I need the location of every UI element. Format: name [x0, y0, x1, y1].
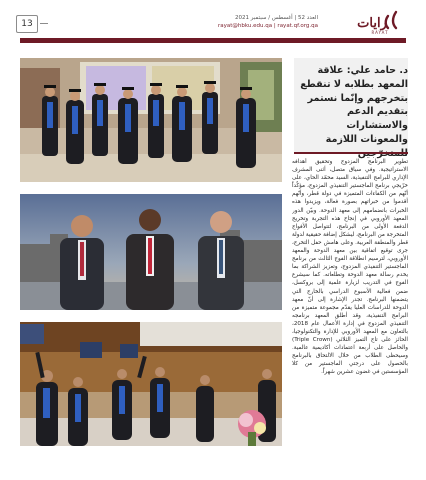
article-body-text: تطوير البرنامج المزدوج وتحقيق أهدافه الاستراتيجية. وفي سياق متصل، أثنى المشرف الإداري للبرامج التنفيذية، السيد محمّد الحاي، على خرّيجي برنامج الماجستير التنفيذي المزدوج، مؤكّداً أنّهم من الكفاءات المتميزة في دولة قطر، وأنّهم أقدموا من خبراتهم بصورة فعالة، ويزيدوا هذه الخبرات بانضمامهم إلى معهد الدوحة. وبيّن الدور المعهد الأوروبي في إنجاح هذه التجربة وتخريج الدفعة الأولى من البرنامج، لتتواصل الأفواج المتخرجة من البرنامج، ليشكل إضافة حقيقية لدولة قطر والمنطقة العربية. وعلى هامش حفل التخرج، جرى توقيع اتفاقية بين معهد الدوحة والمعهد الأوروبي، لترسيم انطلاقة الفوج الثالث من برنامج الماجستير التنفيذي المزدوج، وتعزيز الشراكة بما يخدم رسالة معهد الدوحة وتطلعاته. كما سيشرع الفوج في التدريب لزيارة علمية إلى بروكسل، ضمن فعالية الأسبوع الدراسي بالخارج التي يتضمنها البرنامج. تجدر الإشارة إلى أنّ معهد الدوحة للدراسات العليا يقدّم مجموعة متميزة من البرامج التنفيذية، وقد أطلق المعهد برنامجه التنفيذي المزدوج في إدارة الأعمال عام 2018، بالتعاون مع المعهد الأوروبي للإدارة والتكنولوجيا، الحائز على تاج التميز الثلاثي (Triple Crown) والحاصل على أربعة اعتمادات أكاديمية عالمية. وسيحظى الطلاب من خلال الالتحاق بالبرنامج بالحصول على درجتي الماجستير من كلا المؤسستين في غضون عشرين شهراً.: [292, 159, 408, 376]
issue-email: rayat@hbku.edu.qa | rayat.qf.org.qa: [217, 23, 318, 29]
officials-portrait-photo: [20, 194, 282, 310]
header-bar: [20, 38, 406, 43]
issue-info: العدد 52 | أغسطس / سبتمبر 2021: [234, 15, 318, 21]
headline-rule: [294, 152, 408, 154]
article-body: [292, 158, 408, 456]
logo-subtext: RAYAT: [371, 30, 389, 35]
logo-mark-icon: [352, 8, 408, 36]
graduation-ceremony-photo: [20, 322, 282, 446]
logo-text: رايات: [357, 16, 387, 31]
graduates-group-photo: [20, 58, 282, 182]
article-headline: د. حامد علي: علاقة المعهد بطلابه لا تنقطع بتخرجهم وإنّما نستمر بتقديم الدعم والاستشارات والمعونات اللازمة: [300, 65, 408, 145]
header-rule-left: [40, 23, 48, 24]
page-number: 13: [16, 15, 38, 33]
magazine-logo: [352, 8, 408, 36]
